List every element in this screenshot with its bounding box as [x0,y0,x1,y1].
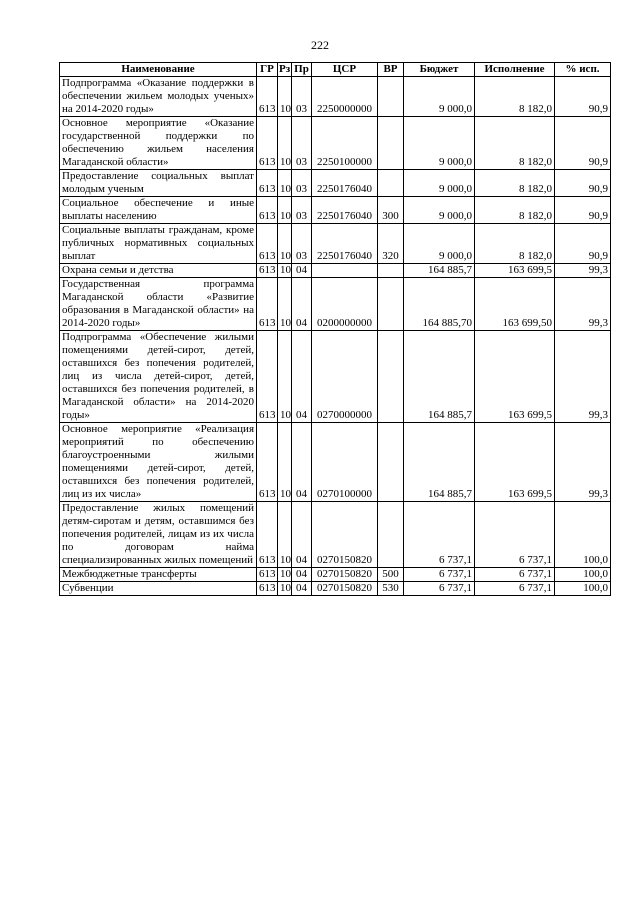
cell-vr [378,170,404,197]
cell-gr: 613 [257,331,278,423]
cell-percent: 90,9 [555,117,611,170]
cell-rz: 10 [278,582,292,596]
cell-csr [312,264,378,278]
cell-budget: 6 737,1 [404,568,475,582]
cell-csr: 0270150820 [312,582,378,596]
cell-csr: 2250176040 [312,170,378,197]
col-header-gr: ГР [257,63,278,77]
table-row [60,582,611,596]
cell-name: Государственная программа Магаданской области «Развитие образования в Магаданской области» на 2014-2020 годы» [60,278,257,331]
cell-name: Субвенции [60,582,257,596]
cell-vr: 500 [378,568,404,582]
table-row [60,197,611,224]
cell-csr: 0270150820 [312,568,378,582]
cell-pr: 03 [292,224,312,264]
cell-percent: 99,3 [555,264,611,278]
cell-execution: 163 699,5 [475,264,555,278]
cell-budget: 9 000,0 [404,224,475,264]
col-header-name: Наименование [60,63,257,77]
cell-budget: 164 885,7 [404,331,475,423]
cell-rz: 10 [278,568,292,582]
col-header-csr: ЦСР [312,63,378,77]
cell-budget: 164 885,70 [404,278,475,331]
table-row [60,264,611,278]
cell-name: Межбюджетные трансферты [60,568,257,582]
cell-rz: 10 [278,224,292,264]
col-header-vr: ВР [378,63,404,77]
cell-vr: 320 [378,224,404,264]
cell-pr: 04 [292,423,312,502]
cell-execution: 8 182,0 [475,224,555,264]
cell-csr: 2250000000 [312,77,378,117]
cell-gr: 613 [257,582,278,596]
cell-name: Социальные выплаты гражданам, кроме публичных нормативных социальных выплат [60,224,257,264]
cell-vr [378,423,404,502]
cell-vr [378,278,404,331]
cell-budget: 164 885,7 [404,423,475,502]
cell-execution: 6 737,1 [475,502,555,568]
cell-gr: 613 [257,568,278,582]
col-header-rz: Рз [279,63,291,75]
cell-percent: 100,0 [555,502,611,568]
cell-csr: 0270100000 [312,423,378,502]
cell-budget: 9 000,0 [404,117,475,170]
table-row [60,502,611,568]
cell-pr: 04 [292,278,312,331]
cell-execution: 6 737,1 [475,582,555,596]
cell-rz: 10 [278,331,292,423]
cell-pr: 03 [292,117,312,170]
cell-pr: 03 [292,77,312,117]
col-header-percent: % исп. [555,63,611,77]
cell-execution: 8 182,0 [475,170,555,197]
page-number: 222 [311,38,329,52]
cell-gr: 613 [257,264,278,278]
table-row [60,331,611,423]
cell-csr: 0200000000 [312,278,378,331]
cell-budget: 9 000,0 [404,77,475,117]
cell-name: Предоставление жилых помещений детям-сиротам и детям, оставшимся без попечения родителей, лицам из их числа по договорам найма специализированных жилых помещений [60,502,257,568]
cell-csr: 0270150820 [312,502,378,568]
cell-budget: 164 885,7 [404,264,475,278]
cell-vr [378,117,404,170]
cell-percent: 100,0 [555,582,611,596]
cell-csr: 2250100000 [312,117,378,170]
cell-execution: 6 737,1 [475,568,555,582]
col-header-pr: Пр [292,63,312,77]
col-header-execution: Исполнение [475,63,555,77]
cell-vr: 300 [378,197,404,224]
cell-rz: 10 [278,77,292,117]
cell-name: Подпрограмма «Обеспечение жилыми помещениями детей-сирот, детей, оставшихся без попечения родителей, лиц из числа детей-сирот, детей, оставшихся без попечения родителей, в Магаданской области» на 2014-2020 годы» [60,331,257,423]
cell-budget: 6 737,1 [404,502,475,568]
cell-execution: 8 182,0 [475,197,555,224]
cell-execution: 163 699,5 [475,331,555,423]
cell-name: Основное мероприятие «Оказание государственной поддержки по обеспечению жильем населения Магаданской области» [60,117,257,170]
cell-vr [378,331,404,423]
cell-pr: 04 [292,264,312,278]
cell-name: Подпрограмма «Оказание поддержки в обеспечении жильем молодых ученых» на 2014-2020 годы» [60,77,257,117]
cell-pr: 03 [292,170,312,197]
cell-gr: 613 [257,278,278,331]
table-row [60,224,611,264]
cell-gr: 613 [257,197,278,224]
cell-pr: 04 [292,568,312,582]
cell-rz: 10 [278,502,292,568]
cell-rz: 10 [278,264,292,278]
table-row [60,170,611,197]
cell-vr [378,502,404,568]
cell-vr: 530 [378,582,404,596]
cell-execution: 8 182,0 [475,117,555,170]
cell-percent: 100,0 [555,568,611,582]
cell-gr: 613 [257,224,278,264]
cell-gr: 613 [257,117,278,170]
cell-execution: 8 182,0 [475,77,555,117]
table-row [60,117,611,170]
cell-rz: 10 [278,423,292,502]
cell-gr: 613 [257,423,278,502]
cell-vr [378,264,404,278]
cell-gr: 613 [257,170,278,197]
cell-execution: 163 699,50 [475,278,555,331]
cell-rz: 10 [278,278,292,331]
cell-percent: 90,9 [555,77,611,117]
cell-rz: 10 [278,197,292,224]
cell-pr: 04 [292,331,312,423]
cell-pr: 03 [292,197,312,224]
cell-rz: 10 [278,117,292,170]
budget-table [59,62,611,596]
col-header-budget: Бюджет [404,63,475,77]
cell-percent: 90,9 [555,224,611,264]
table-row [60,568,611,582]
cell-name: Социальное обеспечение и иные выплаты населению [60,197,257,224]
cell-percent: 99,3 [555,278,611,331]
table-row [60,423,611,502]
cell-gr: 613 [257,502,278,568]
table-body [60,77,611,596]
cell-csr: 2250176040 [312,224,378,264]
cell-name: Охрана семьи и детства [60,264,257,278]
cell-rz: 10 [278,170,292,197]
cell-percent: 99,3 [555,423,611,502]
cell-percent: 90,9 [555,170,611,197]
cell-vr [378,77,404,117]
table-row [60,278,611,331]
cell-budget: 9 000,0 [404,170,475,197]
table-row [60,77,611,117]
cell-name: Предоставление социальных выплат молодым ученым [60,170,257,197]
cell-percent: 90,9 [555,197,611,224]
cell-budget: 6 737,1 [404,582,475,596]
cell-gr: 613 [257,77,278,117]
cell-pr: 04 [292,502,312,568]
cell-csr: 2250176040 [312,197,378,224]
table-header-row [60,63,611,77]
cell-csr: 0270000000 [312,331,378,423]
cell-name: Основное мероприятие «Реализация мероприятий по обеспечению благоустроенными жилыми помещениями детей-сирот, детей, оставшихся без попечения родителей, лиц из их числа» [60,423,257,502]
cell-execution: 163 699,5 [475,423,555,502]
cell-pr: 04 [292,582,312,596]
cell-percent: 99,3 [555,331,611,423]
cell-budget: 9 000,0 [404,197,475,224]
